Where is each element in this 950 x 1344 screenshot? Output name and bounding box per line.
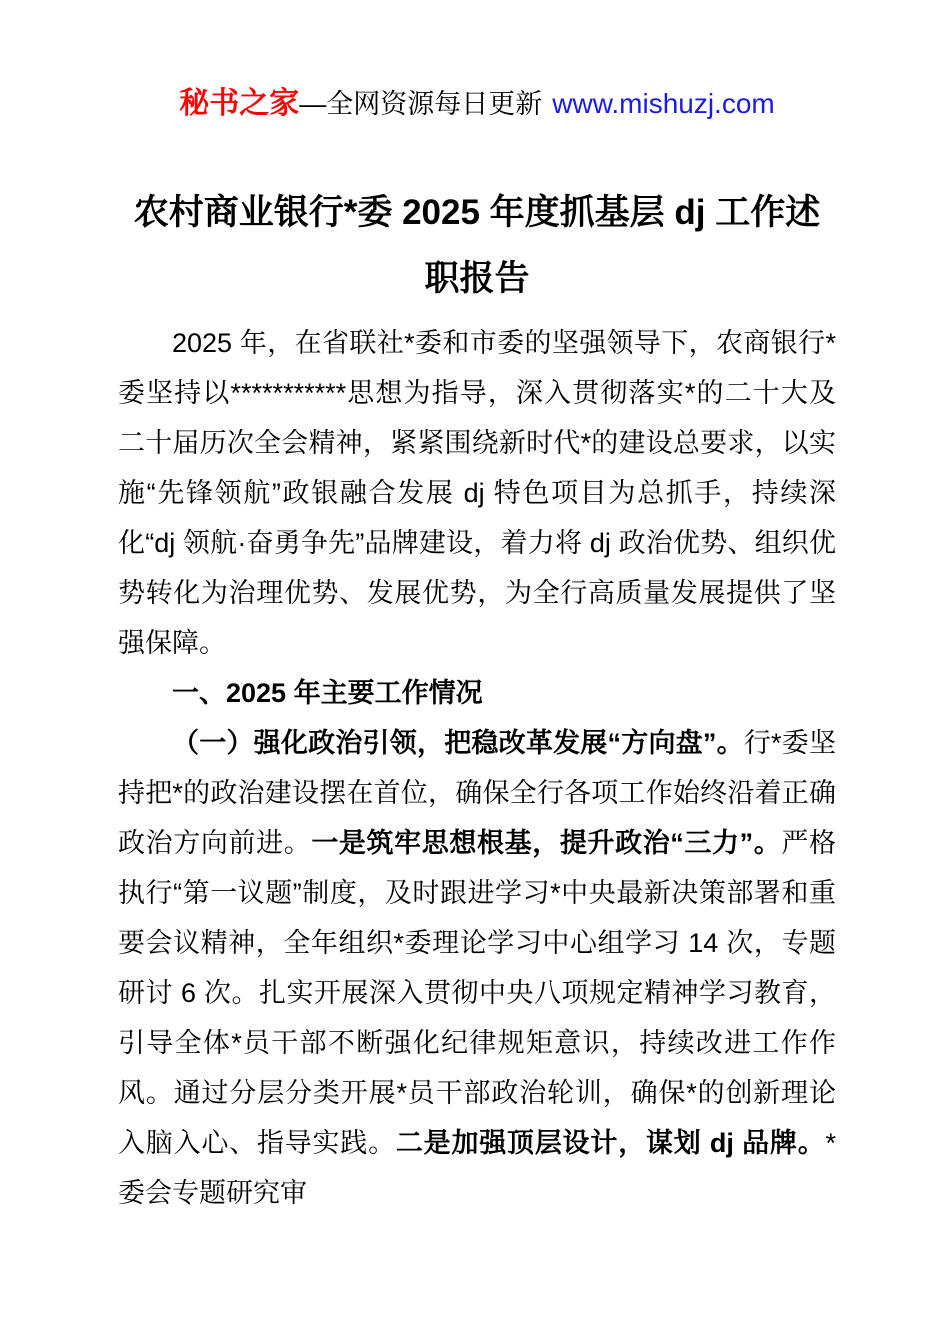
site-logo-text: 秘书之家: [179, 87, 300, 120]
text-run-point-one-bold: 一是筑牢思想根基，提升政治“三力”。: [311, 828, 782, 858]
site-url-link[interactable]: www.mishuzj.com: [552, 88, 775, 119]
text-run: 2025 年，在省联社*委和市委的坚强领导下，农商银行*委坚持以***********思想为指导，深入贯彻落实*的二十大及二十届历次全会精神，紧紧围绕新时代*的建设总要求，以实施“先锋领航”政银融合发展 dj 特色项目为总抓手，持续深化“dj 领航·奋勇争先”品牌建设，着力将 dj 政治优势、组织优势转化为治理优势、发展优势，为全行高质量发展提供了坚强保障。: [118, 328, 836, 658]
document-title: 农村商业银行*委 2025 年度抓基层 dj 工作述职报告: [133, 193, 821, 298]
text-run: *委会专题研究审: [118, 1128, 837, 1208]
document-body: [118, 318, 836, 1218]
site-header: [118, 86, 836, 122]
text-run: 行*委坚持把*的政治建设摆在首位，确保全行各项工作始终沿着正确政治方向前进。: [118, 728, 836, 858]
paragraph-intro: [118, 318, 836, 668]
paragraph-section-one: [118, 718, 836, 1218]
text-run-point-two-bold: 二是加强顶层设计，谋划 dj 品牌。: [395, 1128, 826, 1158]
header-separator: —: [299, 89, 327, 119]
text-run: 严格执行“第一议题”制度，及时跟进学习*中央最新决策部署和重要会议精神，全年组织*委理论学习中心组学习 14 次，专题研讨 6 次。扎实开展深入贯彻中央八项规定精神学习教育，引导全体*员干部不断强化纪律规矩意识，持续改进工作作风。通过分层分类开展*员干部政治轮训，确保*的创新理论入脑入心、指导实践。: [118, 828, 837, 1158]
text-run: 一、2025 年主要工作情况: [172, 678, 483, 708]
section-heading-main-work: [118, 668, 836, 718]
text-run-lead-bold: （一）强化政治引领，把稳改革发展“方向盘”。: [172, 728, 744, 758]
header-tagline: 全网资源每日更新: [326, 89, 543, 119]
